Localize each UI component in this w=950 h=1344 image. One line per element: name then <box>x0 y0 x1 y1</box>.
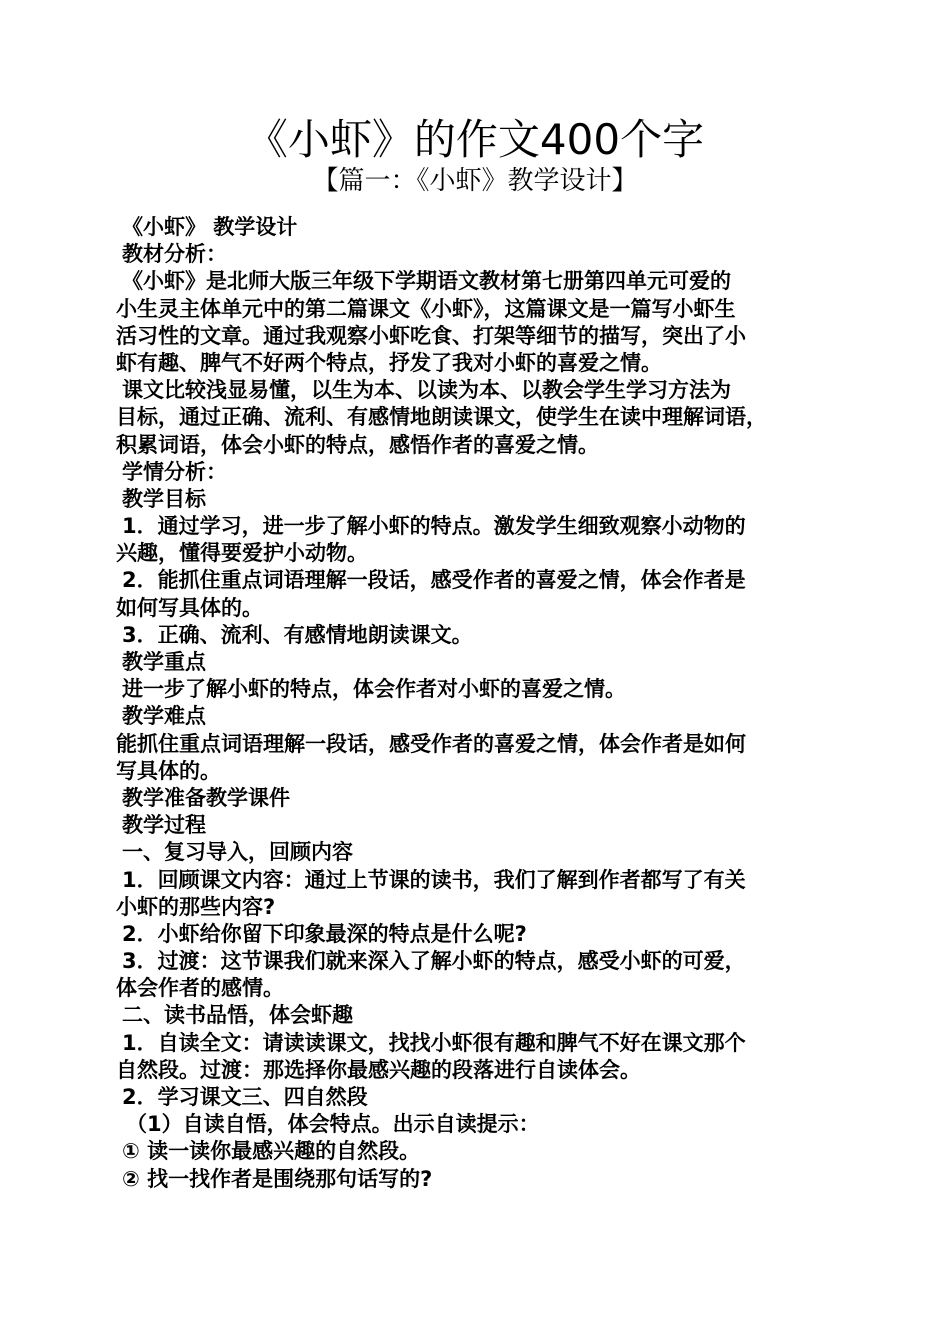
text-line: 1．自读全文：请读读课文，找找小虾很有趣和脾气不好在课文那个 <box>122 1030 746 1055</box>
text-line: 2．小虾给你留下印象最深的特点是什么呢? <box>122 921 527 946</box>
text-line: 2．学习课文三、四自然段 <box>122 1085 368 1109</box>
text-line: 活习性的文章。通过我观察小虾吃食、打架等细节的描写，突出了小 <box>116 323 746 348</box>
text-line: 教学难点 <box>122 704 206 729</box>
text-line: 教材分析： <box>122 242 227 267</box>
text-line: 教学准备教学课件 <box>122 785 290 810</box>
document-body <box>116 214 846 1193</box>
text-line: ① 读一读你最感兴趣的自然段。 <box>122 1139 421 1164</box>
text-line: 小生灵主体单元中的第二篇课文《小虾》，这篇课文是一篇写小虾生 <box>116 296 736 321</box>
text-line: 教学目标 <box>122 486 206 511</box>
text-line: 积累词语，体会小虾的特点，感悟作者的喜爱之情。 <box>116 432 599 457</box>
text-line: 3．正确、流利、有感情地朗读课文。 <box>122 622 473 647</box>
text-line: 教学过程 <box>122 813 206 838</box>
text-line: 自然段。过渡：那选择你最感兴趣的段落进行自读体会。 <box>116 1057 641 1082</box>
text-line: （1）自读自悟，体会特点。出示自读提示： <box>126 1112 540 1137</box>
document-title: 《小虾》的作文400个字 <box>245 115 705 164</box>
text-line: 2．能抓住重点词语理解一段话，感受作者的喜爱之情，体会作者是 <box>122 568 746 593</box>
text-line: 《小虾》是北师大版三年级下学期语文教材第七册第四单元可爱的 <box>122 269 731 294</box>
text-line: 教学重点 <box>122 650 206 674</box>
text-line: 写具体的。 <box>116 758 221 783</box>
text-line: 《小虾》 教学设计 <box>122 215 298 239</box>
text-line: 1．回顾课文内容：通过上节课的读书，我们了解到作者都写了有关 <box>122 867 746 892</box>
text-line: 小虾的那些内容? <box>116 894 276 919</box>
text-line: 二、读书品悟，体会虾趣 <box>122 1003 353 1028</box>
text-line: 体会作者的感情。 <box>116 976 284 1001</box>
text-line: 学情分析： <box>122 459 227 484</box>
text-line: 兴趣，懂得要爱护小动物。 <box>116 541 368 566</box>
text-line: 能抓住重点词语理解一段话，感受作者的喜爱之情，体会作者是如何 <box>116 731 746 756</box>
text-line: 一、复习导入，回顾内容 <box>122 840 353 865</box>
text-line: 3．过渡：这节课我们就来深入了解小虾的特点，感受小虾的可爱， <box>122 949 746 974</box>
document-subtitle: 【篇一：《小虾》教学设计】 <box>312 166 638 196</box>
text-line: ② 找一找作者是围绕那句话写的? <box>122 1166 433 1191</box>
text-line: 虾有趣、脾气不好两个特点，抒发了我对小虾的喜爱之情。 <box>116 350 662 375</box>
text-line: 进一步了解小虾的特点，体会作者对小虾的喜爱之情。 <box>122 677 626 702</box>
text-line: 目标，通过正确、流利、有感情地朗读课文，使学生在读中理解词语， <box>116 405 767 430</box>
text-line: 如何写具体的。 <box>116 595 263 620</box>
text-line: 课文比较浅显易懂，以生为本、以读为本、以教会学生学习方法为 <box>122 378 731 403</box>
text-line: 1．通过学习，进一步了解小虾的特点。激发学生细致观察小动物的 <box>122 514 746 539</box>
